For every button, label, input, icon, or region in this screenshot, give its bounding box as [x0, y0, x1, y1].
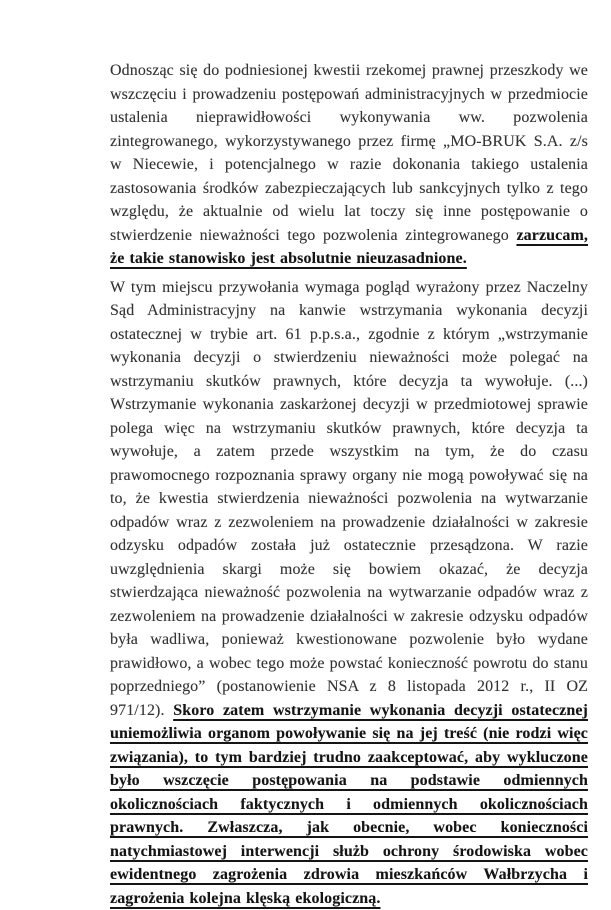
paragraph-2-body-text: W tym miejscu przywołania wymaga pogląd wyrażony przez Naczelny Sąd Administracyjny na kanwie wstrzymania wykonania decyzji ostatecznej w trybie art. 61 p.p.s.a., zgodnie z którym „wstrzymanie wykonania decyzji o stwierdzeniu nieważności może polegać na wstrzymaniu skutków prawnych, które decyzja ta wywołuje. (...) Wstrzymanie wykonania zaskarżonej decyzji w przedmiotowej sprawie polega więc na wstrzymaniu skutków prawnych, które decyzja ta wywołuje, a zatem przede wszystkim na tym, że do czasu prawomocnego rozpoznania sprawy organy nie mogą powoływać się na to, że kwestia stwierdzenia nieważności pozwolenia na wytwarzanie odpadów wraz z zezwoleniem na prowadzenie działalności w zakresie odzysku odpadów została już ostatecznie przesądzona. W razie uwzględnienia skargi może się bowiem okazać, że decyzja stwierdzająca nieważność pozwolenia na wytwarzanie odpadów wraz z zezwoleniem na prowadzenie działalności w zakresie odzysku odpadów była wadliwa, ponieważ kwestionowane pozwolenie było wydane prawidłowo, a wobec tego może powstać konieczność powrotu do stanu poprzedniego” (postanowienie NSA z 8 listopada 2012 r., II OZ 971/12).: [110, 279, 588, 719]
paragraph-2: [110, 276, 588, 910]
paragraph-2-emphasized-claim: Skoro zatem wstrzymanie wykonania decyzji ostatecznej uniemożliwia organom powoływanie się na jej treść (nie rodzi więc związania), to tym bardziej trudno zaakceptować, aby wykluczone było wszczęcie postępowania na podstawie odmiennych okolicznościach faktycznych i odmiennych okolicznościach prawnych. Zwłaszcza, jak obecnie, wobec konieczności natychmiastowej interwencji służb ochrony środowiska wobec ewidentnego zagrożenia zdrowia mieszkańców Wałbrzycha i zagrożenia kolejna klęską ekologiczną.: [110, 702, 588, 907]
paragraph-1-body-text: Odnosząc się do podniesionej kwestii rzekomej prawnej przeszkody we wszczęciu i prowadzeniu postępowań administracyjnych w przedmiocie ustalenia nieprawidłowości wykonywania ww. pozwolenia zintegrowanego, wykorzystywanego przez firmę „MO-BRUK S.A. z/s w Niecewie, i potencjalnego w razie dokonania takiego ustalenia zastosowania środków zabezpieczających lub sankcyjnych tylko z tego względu, że aktualnie od wielu lat toczy się inne postępowanie o stwierdzenie nieważności tego pozwolenia zintegrowanego: [110, 62, 588, 244]
paragraph-1-emphasized-claim: zarzucam, że takie stanowisko jest absolutnie nieuzasadnione.: [110, 227, 588, 268]
paragraph-1: [110, 59, 588, 271]
document-text-block: [110, 59, 588, 910]
